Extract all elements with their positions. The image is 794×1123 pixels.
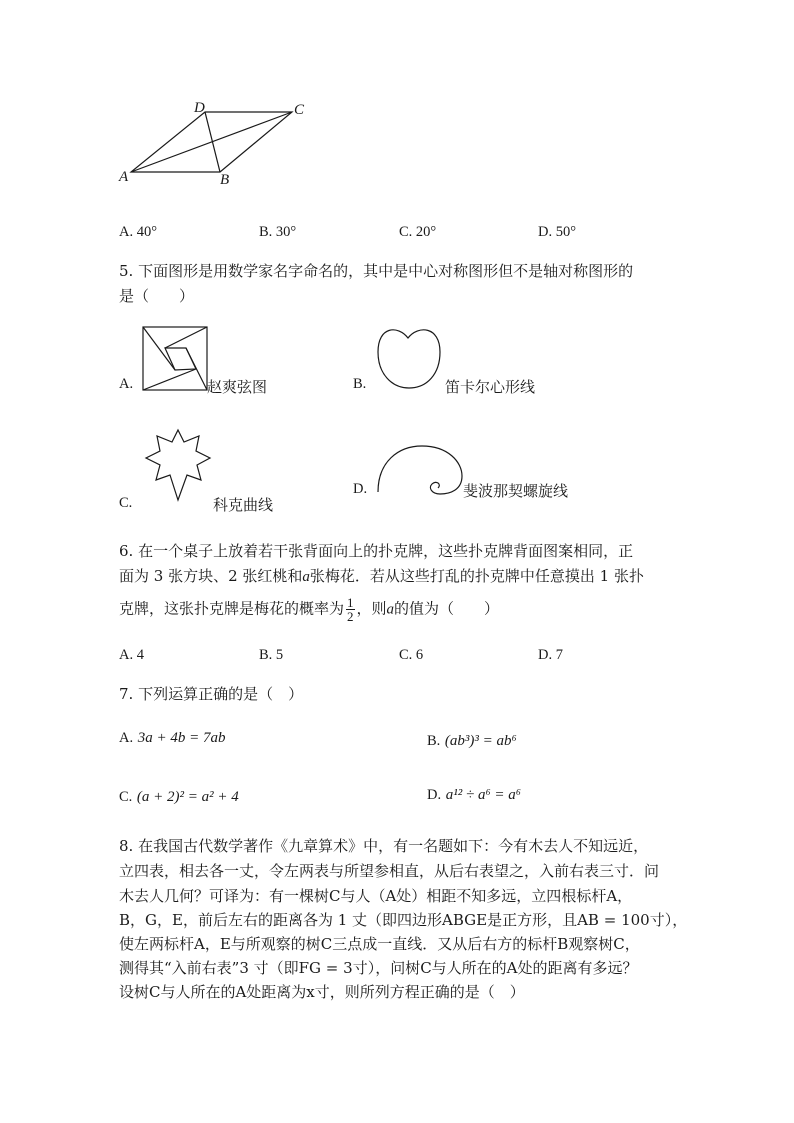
fraction-numerator: 1 [347,595,354,610]
q5-stem-line2: 是（ ） [119,287,195,305]
option-letter: B. [427,733,441,749]
q6-text: 面为 3 张方块、2 张红桃和 [119,567,303,585]
q6-variable: a [386,601,395,618]
label-a: A [119,169,129,185]
q6-stem-line2 [119,565,644,586]
q5-option-d-letter[interactable]: D. [353,481,368,497]
option-letter: C. [399,224,413,240]
label-d: D [194,100,205,116]
q5-option-b-letter[interactable]: B. [353,376,367,392]
option-letter: B. [259,647,273,663]
option-letter: A. [119,730,134,746]
option-expression: 3a + 4b = 7ab [137,730,226,746]
q6-text: 张梅花．若从这些打乱的扑克牌中任意摸出 1 张扑 [309,567,644,585]
q7-option-b[interactable] [427,733,517,750]
q5-option-a-letter[interactable]: A. [119,376,134,392]
q6-stem-line1: 6. 在一个桌子上放着若干张背面向上的扑克牌，这些扑克牌背面图案相同，正 [119,542,634,560]
q5-option-c-letter[interactable]: C. [119,495,133,511]
q7-stem: 7. 下列运算正确的是（ ） [119,685,304,703]
option-value: 4 [136,647,144,663]
option-value: 5 [275,647,284,663]
q6-option-d[interactable] [538,647,563,664]
q5-stem-line1: 5. 下面图形是用数学家名字命名的，其中是中心对称图形但不是轴对称图形的 [119,262,634,280]
q5-caption-c: 科克曲线 [213,496,274,514]
option-letter: C. [399,647,413,663]
label-b: B [220,172,230,188]
q8-line-3: 木去人几何？可译为：有一棵树C与人（A处）相距不知多远，立四根标杆A， [119,887,633,905]
q8-line-6: 测得其“入前右表”3 寸（即FG = 3寸），问树C与人所在的A处的距离有多远？ [119,959,638,977]
option-value: 7 [555,647,563,663]
label-c: C [294,102,305,118]
q5-caption-a: 赵爽弦图 [207,378,268,396]
option-value: 50° [555,224,577,240]
option-letter: C. [119,789,133,805]
option-letter: A. [119,647,134,663]
option-letter: A. [119,224,134,240]
option-value: 40° [136,224,158,240]
option-value: 6 [415,647,424,663]
option-letter: D. [427,787,442,803]
q7-option-a[interactable] [119,730,225,747]
q6-option-b[interactable] [259,647,283,664]
q6-text: ，则 [356,599,387,618]
q8-line-5: 使左两标杆A，E与所观察的树C三点成一直线．又从后右方的标杆B观察树C， [119,935,640,953]
option-expression: (ab³)³ = ab⁶ [444,733,517,749]
q6-variable: a [302,569,310,585]
q5-caption-b: 笛卡尔心形线 [445,378,536,396]
probability-fraction [346,596,355,623]
q8-line-2: 立四表，相去各一丈，令左两表与所望参相直，从后右表望之，入前右表三寸．问 [119,862,660,880]
q6-stem-line3 [119,596,499,623]
option-expression: a¹² ÷ a⁶ = a⁶ [445,787,521,803]
option-value: 30° [275,224,297,240]
q6-text: 克牌，这张扑克牌是梅花的概率为 [119,599,345,618]
q6-option-a[interactable] [119,647,144,664]
q7-option-c[interactable] [119,789,239,806]
q5-caption-d: 斐波那契螺旋线 [463,482,569,500]
option-letter: D. [538,224,553,240]
option-expression: (a + 2)² = a² + 4 [136,789,239,805]
q8-line-1: 8. 在我国古代数学著作《九章算术》中，有一名题如下：今有木去人不知远近， [119,837,649,855]
q8-line-4: B，G，E，前后左右的距离各为 1 丈（即四边形ABGE是正方形，且AB = 100寸）， [119,911,688,929]
q6-option-c[interactable] [399,647,423,664]
option-letter: B. [259,224,273,240]
option-value: 20° [415,224,437,240]
fraction-denominator: 2 [347,609,354,624]
option-letter: D. [538,647,553,663]
q6-text: 的值为（ ） [394,599,500,618]
q8-line-7: 设树C与人所在的A处距离为x寸，则所列方程正确的是（ ） [119,983,525,1001]
q7-option-d[interactable] [427,787,521,804]
